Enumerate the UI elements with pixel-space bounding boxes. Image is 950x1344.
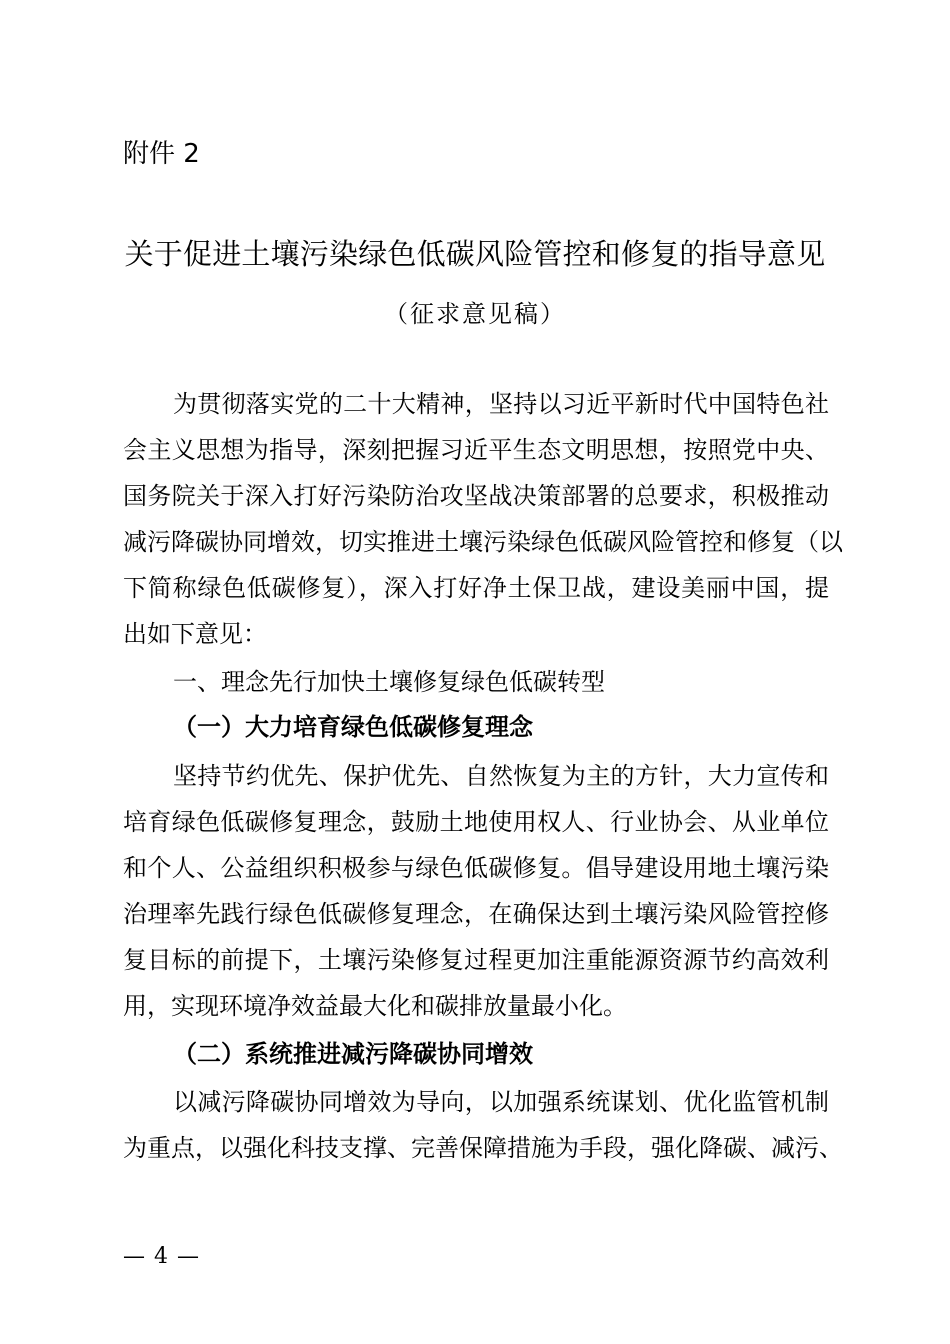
intro-line: 下简称绿色低碳修复），深入打好净土保卫战，建设美丽中国，提 <box>123 574 829 602</box>
body-line: 治理率先践行绿色低碳修复理念，在确保达到土壤污染风险管控修 <box>123 900 829 928</box>
document-subtitle: （征求意见稿） <box>384 300 566 328</box>
intro-line: 减污降碳协同增效，切实推进土壤污染绿色低碳风险管控和修复（以 <box>123 528 843 556</box>
intro-line: 会主义思想为指导，深刻把握习近平生态文明思想，按照党中央、 <box>123 436 829 464</box>
body-line: 为重点，以强化科技支撑、完善保障措施为手段，强化降碳、减污、 <box>123 1134 843 1162</box>
intro-line: 为贯彻落实党的二十大精神，坚持以习近平新时代中国特色社 <box>173 390 829 418</box>
body-line: 以减污降碳协同增效为导向，以加强系统谋划、优化监管机制 <box>173 1088 829 1116</box>
page-number: — 4 — <box>123 1244 200 1269</box>
intro-line: 出如下意见： <box>123 620 267 648</box>
subsection-heading: （二）系统推进减污降碳协同增效 <box>173 1039 533 1068</box>
attachment-label: 附件 2 <box>123 139 200 169</box>
body-line: 复目标的前提下，土壤污染修复过程更加注重能源资源节约高效利 <box>123 946 829 974</box>
intro-line: 国务院关于深入打好污染防治攻坚战决策部署的总要求，积极推动 <box>123 482 829 510</box>
section-heading: 一、理念先行加快土壤修复绿色低碳转型 <box>173 668 605 696</box>
body-line: 和个人、公益组织积极参与绿色低碳修复。倡导建设用地土壤污染 <box>123 854 829 882</box>
body-line: 用，实现环境净效益最大化和碳排放量最小化。 <box>123 992 627 1020</box>
subsection-heading: （一）大力培育绿色低碳修复理念 <box>173 712 533 741</box>
body-line: 培育绿色低碳修复理念，鼓励土地使用权人、行业协会、从业单位 <box>123 808 829 836</box>
document-title: 关于促进土壤污染绿色低碳风险管控和修复的指导意见 <box>124 237 826 271</box>
body-line: 坚持节约优先、保护优先、自然恢复为主的方针，大力宣传和 <box>173 762 829 790</box>
